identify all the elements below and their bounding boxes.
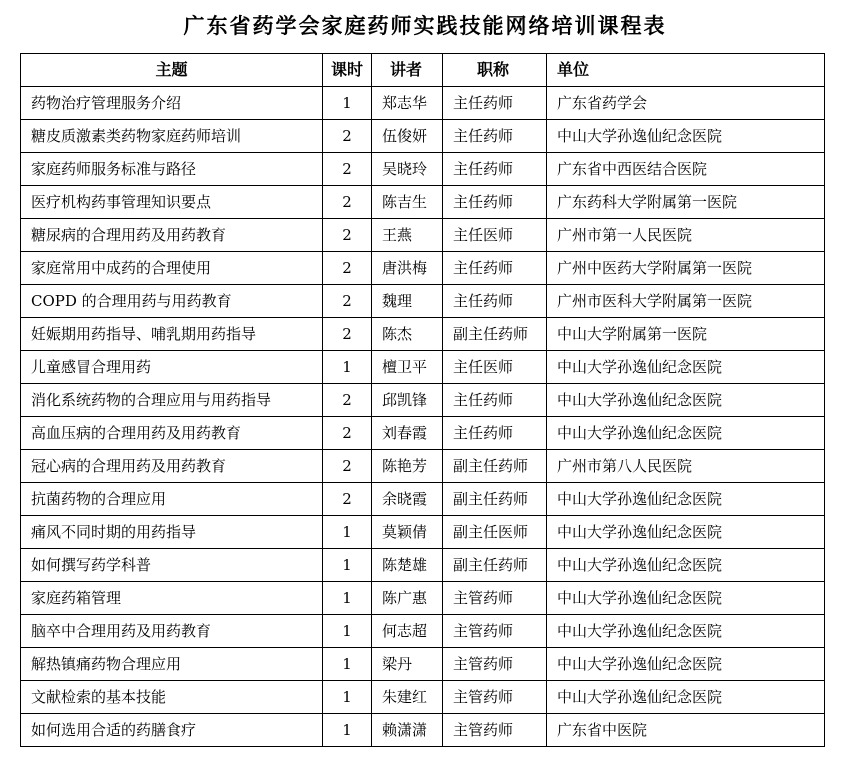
cell-org: 中山大学孙逸仙纪念医院 xyxy=(547,483,825,516)
cell-topic: 脑卒中合理用药及用药教育 xyxy=(21,615,323,648)
cell-topic: 糖尿病的合理用药及用药教育 xyxy=(21,219,323,252)
cell-rank: 主任药师 xyxy=(443,87,547,120)
course-schedule-table xyxy=(20,53,825,747)
header-rank: 职称 xyxy=(443,54,547,87)
cell-topic: 解热镇痛药物合理应用 xyxy=(21,648,323,681)
cell-hours: 1 xyxy=(323,648,372,681)
table-row xyxy=(21,483,825,516)
cell-rank: 主管药师 xyxy=(443,615,547,648)
table-row xyxy=(21,549,825,582)
cell-lecturer: 刘春霞 xyxy=(372,417,443,450)
cell-lecturer: 吴晓玲 xyxy=(372,153,443,186)
cell-lecturer: 陈吉生 xyxy=(372,186,443,219)
cell-topic: 医疗机构药事管理知识要点 xyxy=(21,186,323,219)
cell-rank: 副主任药师 xyxy=(443,450,547,483)
cell-rank: 主管药师 xyxy=(443,681,547,714)
table-row xyxy=(21,186,825,219)
header-lecturer: 讲者 xyxy=(372,54,443,87)
cell-lecturer: 陈艳芳 xyxy=(372,450,443,483)
cell-hours: 1 xyxy=(323,516,372,549)
cell-org: 中山大学附属第一医院 xyxy=(547,318,825,351)
table-row xyxy=(21,120,825,153)
table-row xyxy=(21,681,825,714)
cell-lecturer: 郑志华 xyxy=(372,87,443,120)
cell-org: 广东省中医院 xyxy=(547,714,825,747)
cell-lecturer: 朱建红 xyxy=(372,681,443,714)
cell-lecturer: 莫颖倩 xyxy=(372,516,443,549)
cell-rank: 主任医师 xyxy=(443,219,547,252)
cell-rank: 主管药师 xyxy=(443,648,547,681)
cell-lecturer: 赖潇潇 xyxy=(372,714,443,747)
table-row xyxy=(21,417,825,450)
cell-topic: 家庭药师服务标准与路径 xyxy=(21,153,323,186)
cell-topic: 如何撰写药学科普 xyxy=(21,549,323,582)
cell-lecturer: 梁丹 xyxy=(372,648,443,681)
cell-org: 广州市医科大学附属第一医院 xyxy=(547,285,825,318)
cell-org: 中山大学孙逸仙纪念医院 xyxy=(547,582,825,615)
cell-hours: 1 xyxy=(323,582,372,615)
cell-hours: 2 xyxy=(323,252,372,285)
cell-rank: 副主任医师 xyxy=(443,516,547,549)
cell-topic: 家庭常用中成药的合理使用 xyxy=(21,252,323,285)
cell-lecturer: 伍俊妍 xyxy=(372,120,443,153)
cell-org: 中山大学孙逸仙纪念医院 xyxy=(547,615,825,648)
table-row xyxy=(21,318,825,351)
cell-rank: 主管药师 xyxy=(443,714,547,747)
cell-hours: 2 xyxy=(323,318,372,351)
cell-org: 广东省中西医结合医院 xyxy=(547,153,825,186)
cell-topic: 儿童感冒合理用药 xyxy=(21,351,323,384)
table-row xyxy=(21,648,825,681)
cell-hours: 2 xyxy=(323,450,372,483)
cell-hours: 1 xyxy=(323,549,372,582)
cell-org: 广东省药学会 xyxy=(547,87,825,120)
cell-org: 中山大学孙逸仙纪念医院 xyxy=(547,549,825,582)
cell-lecturer: 何志超 xyxy=(372,615,443,648)
cell-hours: 2 xyxy=(323,219,372,252)
cell-org: 中山大学孙逸仙纪念医院 xyxy=(547,648,825,681)
table-row xyxy=(21,153,825,186)
cell-org: 中山大学孙逸仙纪念医院 xyxy=(547,417,825,450)
cell-org: 中山大学孙逸仙纪念医院 xyxy=(547,351,825,384)
cell-org: 广州中医药大学附属第一医院 xyxy=(547,252,825,285)
cell-topic: 家庭药箱管理 xyxy=(21,582,323,615)
cell-lecturer: 余晓霞 xyxy=(372,483,443,516)
cell-rank: 副主任药师 xyxy=(443,318,547,351)
table-row xyxy=(21,252,825,285)
table-row xyxy=(21,582,825,615)
cell-lecturer: 陈杰 xyxy=(372,318,443,351)
table-row xyxy=(21,450,825,483)
cell-lecturer: 邱凯锋 xyxy=(372,384,443,417)
cell-lecturer: 魏理 xyxy=(372,285,443,318)
cell-topic: 妊娠期用药指导、哺乳期用药指导 xyxy=(21,318,323,351)
cell-hours: 1 xyxy=(323,615,372,648)
cell-topic: 糖皮质激素类药物家庭药师培训 xyxy=(21,120,323,153)
cell-org: 广东药科大学附属第一医院 xyxy=(547,186,825,219)
cell-hours: 2 xyxy=(323,285,372,318)
cell-topic: 药物治疗管理服务介绍 xyxy=(21,87,323,120)
cell-topic: 冠心病的合理用药及用药教育 xyxy=(21,450,323,483)
table-row xyxy=(21,285,825,318)
cell-rank: 主任药师 xyxy=(443,153,547,186)
cell-org: 广州市第一人民医院 xyxy=(547,219,825,252)
cell-hours: 1 xyxy=(323,681,372,714)
header-hours: 课时 xyxy=(323,54,372,87)
header-topic: 主题 xyxy=(21,54,323,87)
cell-topic: 高血压病的合理用药及用药教育 xyxy=(21,417,323,450)
table-row xyxy=(21,219,825,252)
table-row xyxy=(21,615,825,648)
cell-rank: 主任药师 xyxy=(443,252,547,285)
cell-topic: 抗菌药物的合理应用 xyxy=(21,483,323,516)
document-title: 广东省药学会家庭药师实践技能网络培训课程表 xyxy=(183,13,667,38)
cell-org: 中山大学孙逸仙纪念医院 xyxy=(547,516,825,549)
table-row xyxy=(21,87,825,120)
cell-rank: 主任药师 xyxy=(443,417,547,450)
cell-topic: 消化系统药物的合理应用与用药指导 xyxy=(21,384,323,417)
cell-lecturer: 王燕 xyxy=(372,219,443,252)
cell-rank: 主管药师 xyxy=(443,582,547,615)
cell-rank: 主任药师 xyxy=(443,384,547,417)
header-org: 单位 xyxy=(547,54,825,87)
cell-org: 中山大学孙逸仙纪念医院 xyxy=(547,681,825,714)
cell-topic: COPD 的合理用药与用药教育 xyxy=(21,285,323,318)
table-body xyxy=(21,87,825,747)
cell-org: 中山大学孙逸仙纪念医院 xyxy=(547,384,825,417)
table-row xyxy=(21,351,825,384)
cell-hours: 2 xyxy=(323,384,372,417)
cell-org: 广州市第八人民医院 xyxy=(547,450,825,483)
cell-lecturer: 陈广惠 xyxy=(372,582,443,615)
cell-topic: 文献检索的基本技能 xyxy=(21,681,323,714)
cell-hours: 1 xyxy=(323,714,372,747)
table-row xyxy=(21,516,825,549)
table-row xyxy=(21,384,825,417)
cell-hours: 2 xyxy=(323,186,372,219)
cell-topic: 如何选用合适的药膳食疗 xyxy=(21,714,323,747)
cell-lecturer: 檀卫平 xyxy=(372,351,443,384)
cell-rank: 主任药师 xyxy=(443,120,547,153)
cell-hours: 1 xyxy=(323,351,372,384)
cell-hours: 1 xyxy=(323,87,372,120)
cell-lecturer: 陈楚雄 xyxy=(372,549,443,582)
cell-rank: 副主任药师 xyxy=(443,549,547,582)
cell-hours: 2 xyxy=(323,120,372,153)
cell-hours: 2 xyxy=(323,483,372,516)
cell-rank: 主任药师 xyxy=(443,285,547,318)
cell-lecturer: 唐洪梅 xyxy=(372,252,443,285)
cell-topic: 痛风不同时期的用药指导 xyxy=(21,516,323,549)
cell-rank: 主任药师 xyxy=(443,186,547,219)
cell-rank: 副主任药师 xyxy=(443,483,547,516)
table-row xyxy=(21,714,825,747)
cell-org: 中山大学孙逸仙纪念医院 xyxy=(547,120,825,153)
table-header-row xyxy=(21,54,825,87)
cell-hours: 2 xyxy=(323,153,372,186)
cell-rank: 主任医师 xyxy=(443,351,547,384)
cell-hours: 2 xyxy=(323,417,372,450)
